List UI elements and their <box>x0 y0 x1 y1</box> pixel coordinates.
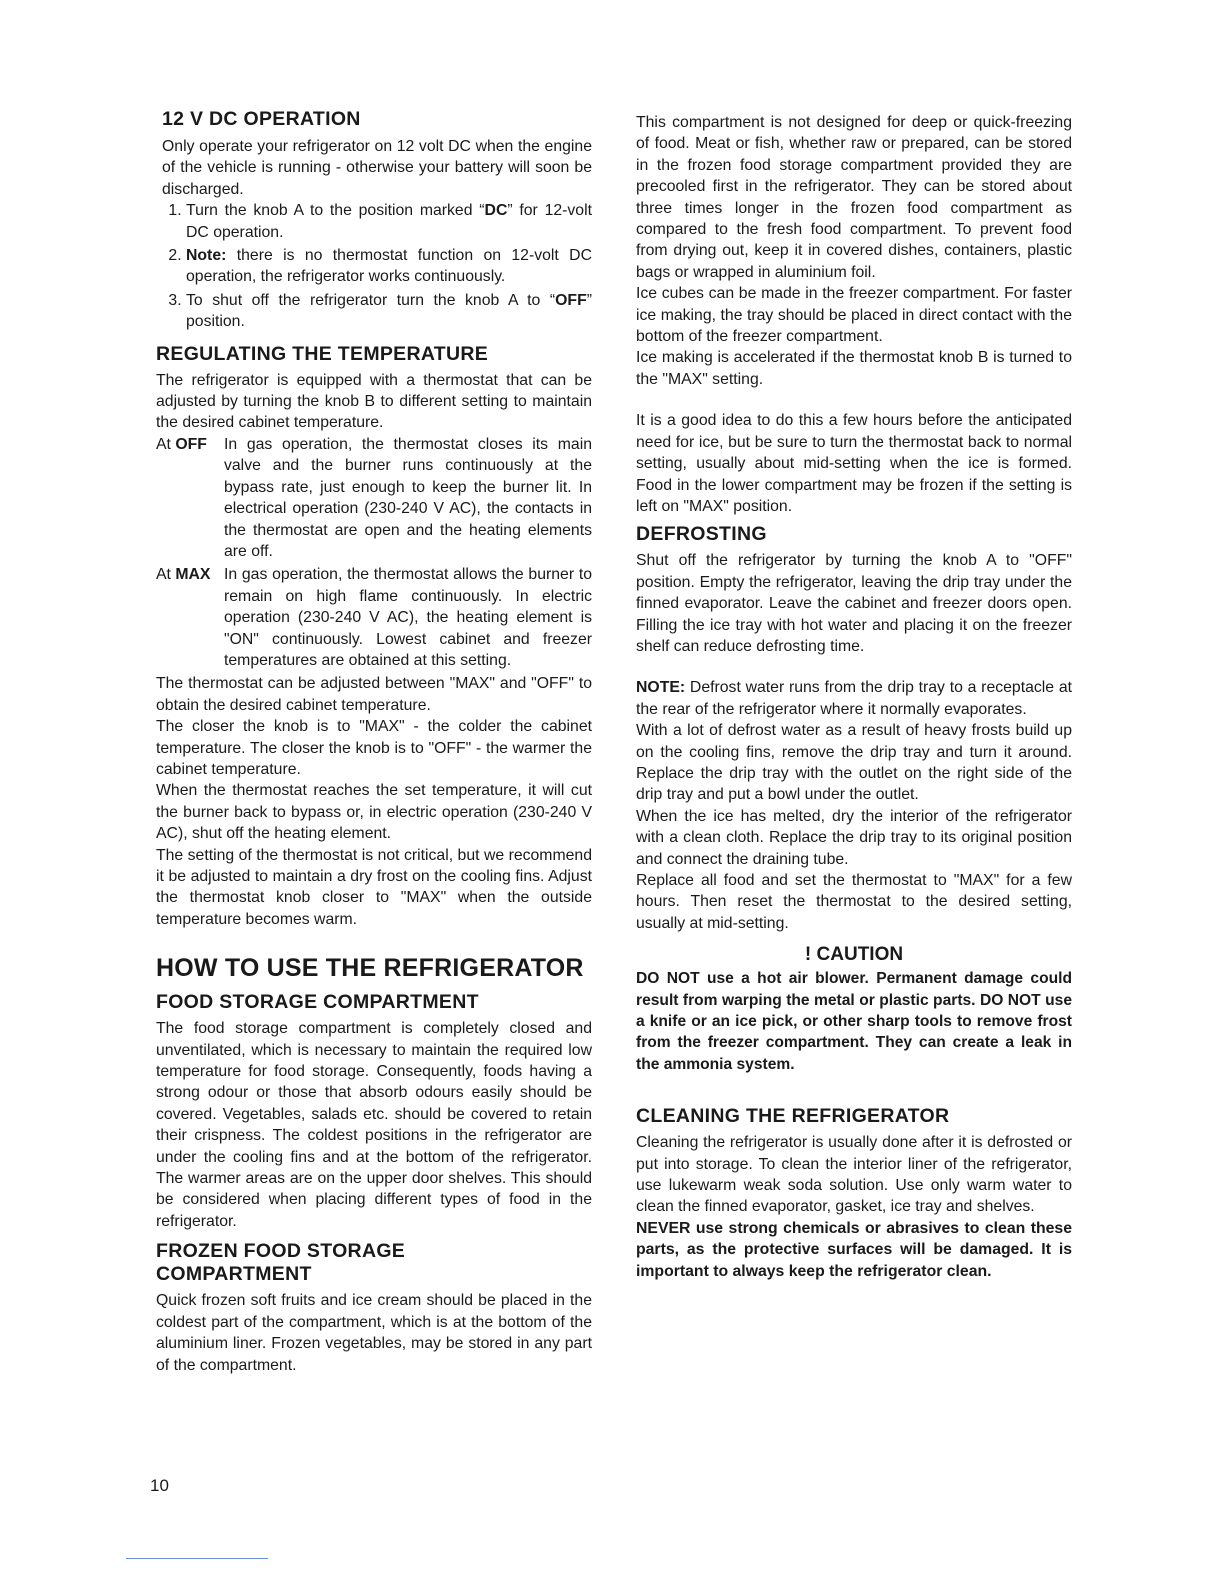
caution-text: DO NOT use a hot air blower. Permanent damage could result from warping the metal or plastic parts. DO NOT use a knife or an ice pick, or other sharp tools to remove frost from the freezer compartment. They can create a leak in the ammonia system. <box>636 970 1072 1073</box>
regulating-p4: The setting of the thermostat is not critical, but we recommend it be adjusted to maintain a dry frost on the cooling fins. Adjust the thermostat knob closer to "MAX" when the outside temperature becomes warm. <box>156 846 592 928</box>
right-column <box>636 112 1072 1282</box>
dc-steps <box>156 200 592 332</box>
regulating-p1: The thermostat can be adjusted between "MAX" and "OFF" to obtain the desired cabinet temperature. <box>156 675 592 714</box>
frozen-food-text: Quick frozen soft fruits and ice cream should be placed in the coldest part of the compartment, which is at the bottom of the aluminium liner. Frozen vegetables, may be stored in any part of the compartment. <box>156 1292 592 1374</box>
cleaning-heading: CLEANING THE REFRIGERATOR <box>636 1105 950 1128</box>
dc-step-3: 3. To shut off the refrigerator turn the knob A to “OFF” position. <box>186 290 592 333</box>
page-number: 10 <box>150 1476 169 1495</box>
defrost-p3: When the ice has melted, dry the interior of the refrigerator with a clean cloth. Replace the drip tray to its original position and connect the draining tube. <box>636 807 1072 868</box>
regulating-p2: The closer the knob is to "MAX" - the colder the cabinet temperature. The closer the knob is to "OFF" - the warmer the cabinet temperature. <box>156 718 592 778</box>
caution-title: ! CAUTION <box>804 944 904 966</box>
at-max-setting: At MAX In gas operation, the thermostat allows the burner to remain on high flame continuously. In electric operation (230-240 V AC), the heating element is "ON" continuously. Lowest cabinet and freezer temperatures are obtained at this setting. <box>156 566 592 669</box>
freezer-p2: Ice cubes can be made in the freezer compartment. For faster ice making, the tray should be placed in direct contact with the bottom of the freezer compartment. <box>636 285 1072 346</box>
frozen-food-heading-line-2: COMPARTMENT <box>156 1263 312 1286</box>
dc-operation-heading: 12 V DC OPERATION <box>162 108 361 130</box>
defrost-p2: With a lot of defrost water as a result of heavy frosts build up on the cooling fins, remove the drip tray and turn it around. Replace the drip tray with the outlet on the right side of the drip tray and put a bowl under the outlet. <box>636 722 1072 804</box>
food-storage-heading: FOOD STORAGE COMPARTMENT <box>156 991 479 1014</box>
regulating-intro: The refrigerator is equipped with a thermostat that can be adjusted by turning the knob B to different setting to maintain the desired cabinet temperature. <box>156 371 592 432</box>
dc-step-2: 2. Note: there is no thermostat function on 12-volt DC operation, the refrigerator works continuously. <box>186 245 592 288</box>
at-off-setting: At OFF In gas operation, the thermostat closes its main valve and the burner runs continuously at the bypass rate, just enough to keep the burner lit. In electrical operation (230-240 V AC), the contacts in the thermostat are open and the heating elements are off. <box>156 435 592 560</box>
defrost-note: NOTE: Defrost water runs from the drip tray to a receptacle at the rear of the refrigerator where it normally evaporates. <box>636 679 1072 718</box>
freezer-p4: It is a good idea to do this a few hours before the anticipated need for ice, but be sure to turn the thermostat back to normal setting, usually about mid-setting when the ice is formed. Food in the lower compartment may be frozen if the setting is left on "MAX" position. <box>636 412 1072 515</box>
freezer-p3: Ice making is accelerated if the thermostat knob B is turned to the "MAX" setting. <box>636 349 1072 388</box>
dc-step-1: 1. Turn the knob A to the position marked “DC” for 12-volt DC operation. <box>186 200 592 243</box>
defrost-p1: Shut off the refrigerator by turning the knob A to "OFF" position. Empty the refrigerator, leaving the drip tray under the finned evaporator. Leave the cabinet and freezer doors open. Filling the ice tray with hot water and placing it on the freezer shelf can reduce defrosting time. <box>636 552 1072 655</box>
frozen-food-heading-line-1: FROZEN FOOD STORAGE <box>156 1240 406 1263</box>
freezer-p1: This compartment is not designed for deep or quick-freezing of food. Meat or fish, whether raw or prepared, can be stored in the frozen food storage compartment provided they are precooled first in the refrigerator. They can be stored about three times longer in the frozen food compartment as compared to the fresh food compartment. To prevent food from drying out, keep it in covered dishes, containers, plastic bags or wrapped in aluminium foil. <box>636 114 1072 281</box>
regulating-heading: REGULATING THE TEMPERATURE <box>156 342 489 365</box>
dc-intro: Only operate your refrigerator on 12 volt DC when the engine of the vehicle is running - otherwise your battery will soon be discharged. <box>162 138 592 198</box>
food-storage-text: The food storage compartment is completely closed and unventilated, which is necessary to maintain the required low temperature for food storage. Consequently, foods having a strong odour or those that absorb odours easily should be covered. Vegetables, salads etc. should be covered to retain their crispness. The coldest positions in the refrigerator are under the cooling fins and at the bottom of the refrigerator. The warmer areas are on the upper door shelves. This should be considered when placing different types of food in the refrigerator. <box>156 1020 592 1230</box>
defrosting-heading: DEFROSTING <box>636 523 767 546</box>
regulating-p3: When the thermostat reaches the set temperature, it will cut the burner back to bypass or, in electric operation (230-240 V AC), shut off the heating element. <box>156 782 592 843</box>
cleaning-warning: NEVER use strong chemicals or abrasives to clean these parts, as the protective surfaces will be damaged. It is important to always keep the refrigerator clean. <box>636 1219 1072 1280</box>
footer-rule <box>126 1558 268 1559</box>
left-column <box>156 108 592 1376</box>
how-to-use-heading: HOW TO USE THE REFRIGERATOR <box>156 954 584 983</box>
cleaning-p1: Cleaning the refrigerator is usually done after it is defrosted or put into storage. To clean the interior liner of the refrigerator, use lukewarm weak soda solution. Use only warm water to clean the finned evaporator, gasket, ice tray and shelves. <box>636 1134 1072 1216</box>
defrost-p4: Replace all food and set the thermostat to "MAX" for a few hours. Then reset the thermostat to the desired setting, usually at mid-setting. <box>636 872 1072 932</box>
